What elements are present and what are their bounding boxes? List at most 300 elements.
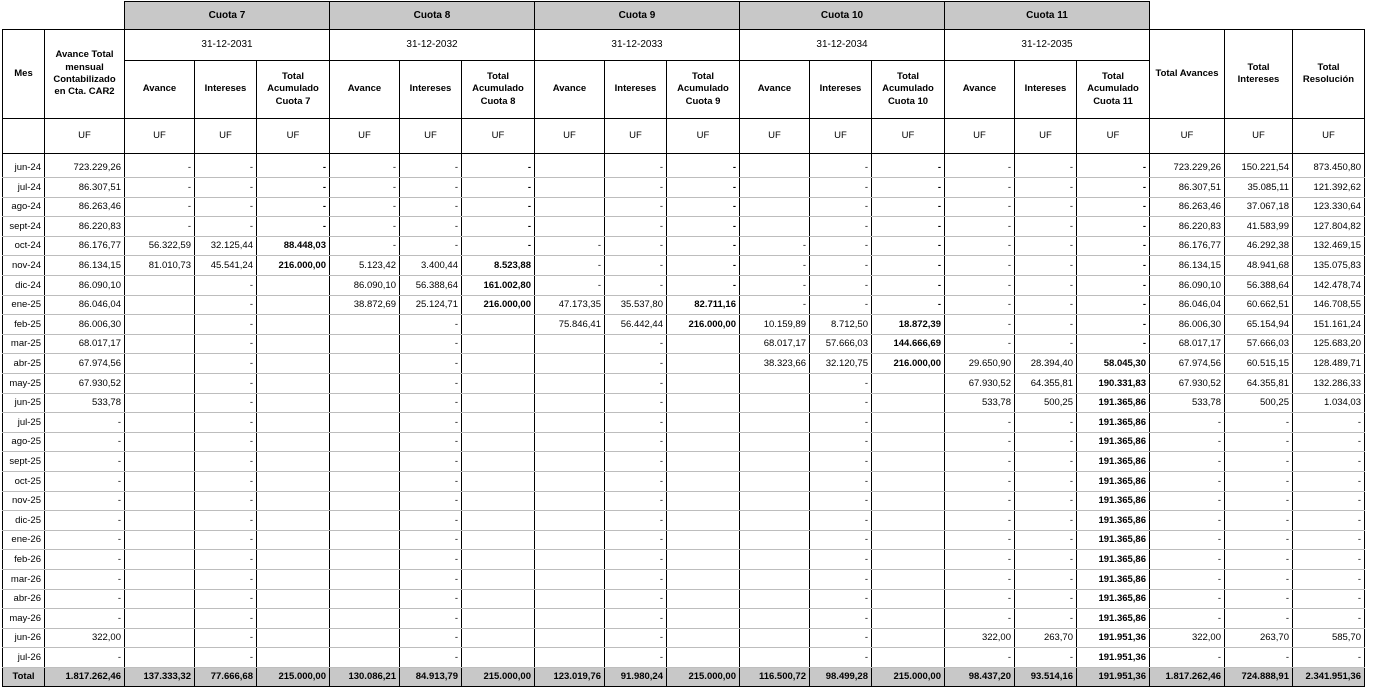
value-cell: - [1293, 452, 1365, 472]
value-cell: - [605, 178, 667, 198]
value-cell [257, 276, 330, 296]
value-cell: 191.951,36 [1077, 648, 1150, 668]
value-cell: - [1077, 197, 1150, 217]
cuota-8-avance-header: Avance [330, 61, 400, 119]
value-cell: - [45, 609, 125, 629]
value-cell: - [810, 413, 872, 433]
value-cell: - [1077, 158, 1150, 178]
table-row [3, 413, 1365, 433]
value-cell: - [605, 413, 667, 433]
value-cell: 86.134,15 [1150, 256, 1225, 276]
table-row [3, 217, 1365, 237]
value-cell [535, 452, 605, 472]
value-cell [667, 432, 740, 452]
value-cell: - [945, 609, 1015, 629]
value-cell [872, 452, 945, 472]
value-cell [667, 609, 740, 629]
total-value-cell: 724.888,91 [1225, 667, 1293, 686]
value-cell: 263,70 [1015, 628, 1077, 648]
value-cell: 29.650,90 [945, 354, 1015, 374]
value-cell [125, 648, 195, 668]
total-value-cell: 215.000,00 [667, 667, 740, 686]
table-row [3, 550, 1365, 570]
value-cell: - [667, 158, 740, 178]
table-row [3, 354, 1365, 374]
value-cell: 142.478,74 [1293, 276, 1365, 296]
value-cell [257, 589, 330, 609]
value-cell: - [195, 393, 257, 413]
value-cell: - [1225, 589, 1293, 609]
value-cell: - [605, 569, 667, 589]
value-cell: - [945, 472, 1015, 492]
cuota-title-row [3, 2, 1365, 30]
unit-cell: UF [535, 119, 605, 154]
value-cell: - [872, 178, 945, 198]
month-cell: nov-25 [3, 491, 45, 511]
value-cell: 88.448,03 [257, 236, 330, 256]
value-cell [330, 491, 400, 511]
value-cell [740, 589, 810, 609]
value-cell: - [195, 413, 257, 433]
value-cell: 191.365,86 [1077, 589, 1150, 609]
value-cell [257, 648, 330, 668]
month-cell: sept-25 [3, 452, 45, 472]
value-cell: - [1150, 413, 1225, 433]
value-cell: - [257, 217, 330, 237]
value-cell: - [605, 491, 667, 511]
value-cell [125, 511, 195, 531]
value-cell: 47.173,35 [535, 295, 605, 315]
value-cell [872, 491, 945, 511]
value-cell: 86.090,10 [1150, 276, 1225, 296]
value-cell [330, 609, 400, 629]
header-row-dates [3, 30, 1365, 61]
value-cell [330, 432, 400, 452]
value-cell: 60.662,51 [1225, 295, 1293, 315]
total-value-cell: 215.000,00 [872, 667, 945, 686]
value-cell [740, 197, 810, 217]
value-cell [667, 491, 740, 511]
value-cell [535, 217, 605, 237]
value-cell: - [400, 648, 462, 668]
value-cell: 48.941,68 [1225, 256, 1293, 276]
value-cell: 146.708,55 [1293, 295, 1365, 315]
value-cell: - [195, 158, 257, 178]
value-cell: 533,78 [945, 393, 1015, 413]
value-cell: - [810, 511, 872, 531]
value-cell [330, 511, 400, 531]
value-cell: - [330, 158, 400, 178]
table-row [3, 197, 1365, 217]
value-cell: - [400, 628, 462, 648]
total-value-cell: 137.333,32 [125, 667, 195, 686]
value-cell [257, 393, 330, 413]
value-cell [535, 374, 605, 394]
value-cell: 533,78 [1150, 393, 1225, 413]
table-row [3, 315, 1365, 335]
value-cell: - [1077, 276, 1150, 296]
value-cell: - [257, 178, 330, 198]
table-row [3, 236, 1365, 256]
value-cell: 32.120,75 [810, 354, 872, 374]
value-cell [462, 628, 535, 648]
value-cell: 67.930,52 [45, 374, 125, 394]
value-cell: 86.090,10 [45, 276, 125, 296]
value-cell [667, 393, 740, 413]
value-cell [535, 569, 605, 589]
value-cell: 873.450,80 [1293, 158, 1365, 178]
value-cell [740, 452, 810, 472]
value-cell: - [740, 276, 810, 296]
unit-cell: UF [400, 119, 462, 154]
value-cell: - [810, 432, 872, 452]
value-cell: - [810, 628, 872, 648]
value-cell [257, 432, 330, 452]
value-cell: - [810, 569, 872, 589]
value-cell: - [1225, 530, 1293, 550]
value-cell [257, 295, 330, 315]
unit-cell: UF [1015, 119, 1077, 154]
value-cell: 82.711,16 [667, 295, 740, 315]
value-cell: 585,70 [1293, 628, 1365, 648]
value-cell: 191.365,86 [1077, 472, 1150, 492]
value-cell: - [1293, 589, 1365, 609]
value-cell: - [1015, 413, 1077, 433]
value-cell [462, 413, 535, 433]
value-cell: - [667, 276, 740, 296]
value-cell: 35.085,11 [1225, 178, 1293, 198]
value-cell: - [195, 276, 257, 296]
value-cell: 322,00 [1150, 628, 1225, 648]
value-cell: - [945, 256, 1015, 276]
month-cell: jun-24 [3, 158, 45, 178]
value-cell: 86.006,30 [45, 315, 125, 335]
value-cell [740, 393, 810, 413]
cuota-7-intereses-header: Intereses [195, 61, 257, 119]
value-cell: - [1150, 589, 1225, 609]
month-cell: feb-26 [3, 550, 45, 570]
value-cell: 28.394,40 [1015, 354, 1077, 374]
table-row [3, 158, 1365, 178]
value-cell: 64.355,81 [1015, 374, 1077, 394]
value-cell: 86.307,51 [1150, 178, 1225, 198]
value-cell: - [1150, 569, 1225, 589]
value-cell: - [462, 178, 535, 198]
value-cell: 723.229,26 [1150, 158, 1225, 178]
value-cell: - [195, 374, 257, 394]
value-cell: - [945, 158, 1015, 178]
value-cell [872, 413, 945, 433]
cuota-11-intereses-header: Intereses [1015, 61, 1077, 119]
value-cell: - [125, 158, 195, 178]
value-cell [125, 354, 195, 374]
value-cell: - [1015, 236, 1077, 256]
value-cell: - [605, 550, 667, 570]
value-cell: - [257, 197, 330, 217]
value-cell: - [1293, 491, 1365, 511]
value-cell: - [400, 432, 462, 452]
value-cell: - [330, 236, 400, 256]
value-cell: - [605, 432, 667, 452]
value-cell [667, 472, 740, 492]
value-cell: 191.951,36 [1077, 628, 1150, 648]
value-cell: 3.400,44 [400, 256, 462, 276]
mes-header: Mes [3, 30, 45, 119]
value-cell: 86.263,46 [45, 197, 125, 217]
value-cell: - [535, 236, 605, 256]
value-cell: - [1293, 511, 1365, 531]
value-cell: - [1077, 217, 1150, 237]
unit-cell: UF [1150, 119, 1225, 154]
value-cell [257, 609, 330, 629]
unit-row [3, 119, 1365, 154]
value-cell: - [45, 530, 125, 550]
value-cell [257, 354, 330, 374]
value-cell [330, 589, 400, 609]
month-cell: ago-25 [3, 432, 45, 452]
unit-cell: UF [740, 119, 810, 154]
value-cell: - [257, 158, 330, 178]
value-cell: 35.537,80 [605, 295, 667, 315]
value-cell [125, 334, 195, 354]
value-cell: - [1077, 315, 1150, 335]
value-cell [872, 432, 945, 452]
month-cell: jul-24 [3, 178, 45, 198]
value-cell [257, 491, 330, 511]
month-cell: ene-25 [3, 295, 45, 315]
value-cell: - [1015, 452, 1077, 472]
unit-cell: UF [330, 119, 400, 154]
table-row [3, 472, 1365, 492]
value-cell: 191.365,86 [1077, 413, 1150, 433]
value-cell: - [605, 452, 667, 472]
value-cell: - [1015, 315, 1077, 335]
value-cell: 86.046,04 [45, 295, 125, 315]
value-cell: - [535, 256, 605, 276]
value-cell: 68.017,17 [740, 334, 810, 354]
unit-cell: UF [1293, 119, 1365, 154]
total-value-cell: 130.086,21 [330, 667, 400, 686]
value-cell: - [400, 530, 462, 550]
cuota-8-title: Cuota 8 [330, 2, 535, 30]
unit-cell: UF [945, 119, 1015, 154]
unit-cell: UF [810, 119, 872, 154]
value-cell: - [1293, 609, 1365, 629]
month-cell: jul-25 [3, 413, 45, 433]
value-cell: - [740, 236, 810, 256]
value-cell: - [605, 648, 667, 668]
value-cell: - [195, 178, 257, 198]
value-cell: - [740, 256, 810, 276]
value-cell: - [1015, 295, 1077, 315]
value-cell: - [45, 472, 125, 492]
value-cell: 191.365,86 [1077, 452, 1150, 472]
value-cell: - [462, 197, 535, 217]
value-cell: - [195, 569, 257, 589]
value-cell: - [1293, 432, 1365, 452]
value-cell: - [195, 609, 257, 629]
unit-cell: UF [605, 119, 667, 154]
value-cell: - [605, 393, 667, 413]
value-cell: 128.489,71 [1293, 354, 1365, 374]
value-cell [257, 472, 330, 492]
total-value-cell: 98.437,20 [945, 667, 1015, 686]
value-cell [535, 334, 605, 354]
value-cell [535, 393, 605, 413]
value-cell: - [45, 569, 125, 589]
value-cell: 56.322,59 [125, 236, 195, 256]
value-cell: - [1225, 413, 1293, 433]
value-cell: - [605, 511, 667, 531]
value-cell [535, 511, 605, 531]
value-cell: 125.683,20 [1293, 334, 1365, 354]
value-cell [740, 472, 810, 492]
value-cell [257, 569, 330, 589]
value-cell: - [400, 609, 462, 629]
cuotas-table [2, 1, 1365, 687]
value-cell: - [810, 295, 872, 315]
value-cell: - [605, 334, 667, 354]
month-cell: jun-26 [3, 628, 45, 648]
value-cell: 56.388,64 [1225, 276, 1293, 296]
value-cell [872, 550, 945, 570]
value-cell: 191.365,86 [1077, 432, 1150, 452]
value-cell [125, 295, 195, 315]
value-cell: 322,00 [45, 628, 125, 648]
unit-cell: UF [462, 119, 535, 154]
value-cell: 60.515,15 [1225, 354, 1293, 374]
value-cell: - [400, 393, 462, 413]
value-cell: - [667, 197, 740, 217]
value-cell: - [810, 236, 872, 256]
total-avances-header: Total Avances [1150, 30, 1225, 119]
value-cell: 75.846,41 [535, 315, 605, 335]
value-cell: 86.176,77 [45, 236, 125, 256]
value-cell: - [1015, 276, 1077, 296]
value-cell: - [1293, 530, 1365, 550]
value-cell: - [195, 315, 257, 335]
value-cell: - [1015, 158, 1077, 178]
value-cell: - [195, 511, 257, 531]
value-cell: - [945, 413, 1015, 433]
month-cell: sept-24 [3, 217, 45, 237]
value-cell: - [740, 295, 810, 315]
value-cell: 135.075,83 [1293, 256, 1365, 276]
value-cell: - [400, 236, 462, 256]
value-cell: 67.930,52 [1150, 374, 1225, 394]
value-cell [535, 589, 605, 609]
value-cell: - [1225, 452, 1293, 472]
total-value-cell: 2.341.951,36 [1293, 667, 1365, 686]
cuota-7-title: Cuota 7 [125, 2, 330, 30]
value-cell: - [400, 550, 462, 570]
value-cell: 18.872,39 [872, 315, 945, 335]
value-cell: 1.034,03 [1293, 393, 1365, 413]
value-cell: - [1225, 569, 1293, 589]
value-cell: - [1293, 413, 1365, 433]
value-cell: - [1150, 648, 1225, 668]
value-cell: - [810, 197, 872, 217]
value-cell: - [872, 276, 945, 296]
value-cell [257, 374, 330, 394]
value-cell: 45.541,24 [195, 256, 257, 276]
value-cell: - [872, 236, 945, 256]
value-cell [535, 530, 605, 550]
value-cell: - [1015, 432, 1077, 452]
value-cell [872, 472, 945, 492]
value-cell: - [195, 530, 257, 550]
value-cell: 38.872,69 [330, 295, 400, 315]
value-cell [257, 550, 330, 570]
value-cell: 191.365,86 [1077, 609, 1150, 629]
total-value-cell: 1.817.262,46 [1150, 667, 1225, 686]
value-cell: 191.365,86 [1077, 511, 1150, 531]
cuota-8-date: 31-12-2032 [330, 30, 535, 61]
value-cell: - [605, 472, 667, 492]
value-cell: - [945, 452, 1015, 472]
value-cell: - [945, 178, 1015, 198]
value-cell [125, 491, 195, 511]
value-cell: - [1077, 236, 1150, 256]
value-cell: - [810, 217, 872, 237]
value-cell [462, 609, 535, 629]
value-cell [535, 197, 605, 217]
table-row [3, 452, 1365, 472]
unit-cell: UF [667, 119, 740, 154]
value-cell: - [400, 334, 462, 354]
value-cell [462, 472, 535, 492]
value-cell [462, 648, 535, 668]
value-cell: - [810, 648, 872, 668]
value-cell: - [945, 491, 1015, 511]
value-cell: - [1293, 648, 1365, 668]
value-cell [667, 511, 740, 531]
value-cell: - [605, 217, 667, 237]
value-cell [330, 472, 400, 492]
value-cell: - [1015, 569, 1077, 589]
value-cell: 151.161,24 [1293, 315, 1365, 335]
value-cell: - [605, 158, 667, 178]
value-cell: - [400, 178, 462, 198]
value-cell: - [1150, 432, 1225, 452]
cuota-10-avance-header: Avance [740, 61, 810, 119]
value-cell [125, 589, 195, 609]
value-cell: - [1225, 648, 1293, 668]
table-row [3, 276, 1365, 296]
value-cell: - [667, 178, 740, 198]
value-cell: - [400, 472, 462, 492]
value-cell: 216.000,00 [257, 256, 330, 276]
value-cell: - [1015, 589, 1077, 609]
value-cell [535, 628, 605, 648]
value-cell: 86.220,83 [1150, 217, 1225, 237]
value-cell: 322,00 [945, 628, 1015, 648]
value-cell: - [945, 648, 1015, 668]
value-cell [462, 569, 535, 589]
value-cell: - [1225, 491, 1293, 511]
value-cell: - [45, 511, 125, 531]
total-value-cell: 215.000,00 [257, 667, 330, 686]
table-row [3, 511, 1365, 531]
table-row [3, 334, 1365, 354]
cuota-7-avance-header: Avance [125, 61, 195, 119]
value-cell [125, 432, 195, 452]
cuota-9-avance-header: Avance [535, 61, 605, 119]
cuota-10-title: Cuota 10 [740, 2, 945, 30]
table-row [3, 256, 1365, 276]
value-cell: - [945, 197, 1015, 217]
value-cell [535, 432, 605, 452]
